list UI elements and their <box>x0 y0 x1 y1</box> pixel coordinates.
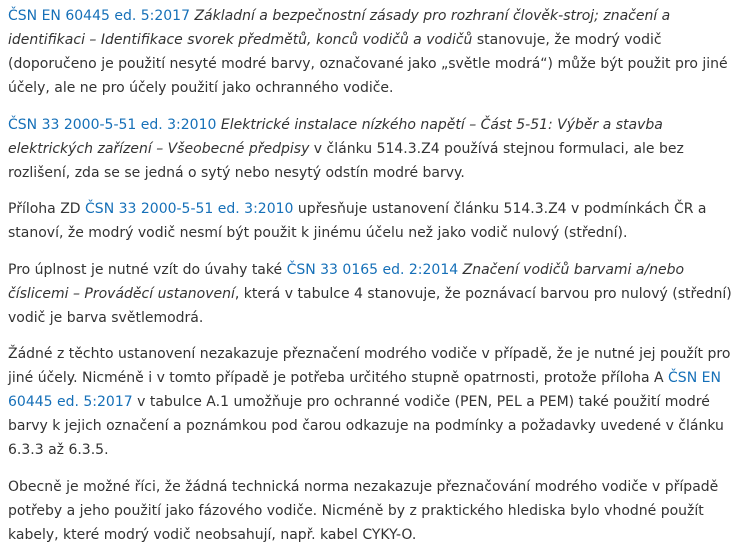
paragraph <box>8 113 744 185</box>
standard-link[interactable]: ČSN EN 60445 ed. 5:2017 <box>8 370 721 410</box>
paragraph-text: Pro úplnost je nutné vzít do úvahy také <box>8 261 287 278</box>
standard-link[interactable]: ČSN 33 2000-5-51 ed. 3:2010 <box>8 116 217 133</box>
paragraph-text: v článku 514.3.Z4 používá stejnou formulaci, ale bez rozlišení, zda se se jedná o sytý nebo nesytý odstín modré barvy. <box>8 140 684 181</box>
paragraph <box>8 258 744 330</box>
paragraph-text: Žádné z těchto ustanovení nezakazuje přeznačení modrého vodiče v případě, že je nutné jej použít pro jiné účely. Nicméně i v tomto případě je potřeba určitého stupně opatrnosti, protože příloha A <box>8 346 731 386</box>
paragraph-text: v tabulce A.1 umožňuje pro ochranné vodiče (PEN, PEL a PEM) také použití modré barvy k jejich označení a poznámkou pod čarou odkazuje na podmínky a požadavky uvedené v článku 6.3.3 až 6.3.5. <box>8 394 724 458</box>
paragraph <box>8 4 744 100</box>
standard-link[interactable]: ČSN 33 0165 ed. 2:2014 <box>286 261 459 278</box>
paragraph-text: Příloha ZD <box>8 201 86 217</box>
standard-link[interactable]: ČSN 33 2000-5-51 ed. 3:2010 <box>85 201 294 217</box>
paragraph <box>8 342 744 462</box>
paragraph-text: Obecně je možné říci, že žádná technická norma nezakazuje přeznačování modrého vodiče v případě potřeby a jeho použití jako fázového vodiče. Nicméně by z praktického hlediska bylo vhodné použít kabely, které modrý vodič neobsahují, např. kabel CYKY-O. <box>8 478 719 543</box>
paragraph-text: stanovuje, že modrý vodič (doporučeno je použití nesyté modré barvy, označované jako „světle modrá“) může být použit pro jiné účely, ale ne pro účely použití jako ochranného vodiče. <box>8 32 728 96</box>
standard-title: Základní a bezpečnostní zásady pro rozhraní člověk-stroj; značení a identifikaci – Identifikace svorek předmětů, konců vodičů a vodičů <box>8 8 671 48</box>
paragraph-text: upřesňuje ustanovení článku 514.3.Z4 v podmínkách ČR a stanoví, že modrý vodič nesmí být použit k jinému účelu než jako vodič nulový (střední). <box>8 201 707 241</box>
paragraph <box>8 475 744 547</box>
paragraph <box>8 197 744 245</box>
standard-title: Elektrické instalace nízkého napětí – Část 5-51: Výběr a stavba elektrických zařízení – Všeobecné předpisy <box>8 116 663 157</box>
standard-link[interactable]: ČSN EN 60445 ed. 5:2017 <box>8 8 190 24</box>
standard-title: Značení vodičů barvami a/nebo číslicemi – Prováděcí ustanovení <box>8 261 685 302</box>
paragraph-text: , která v tabulce 4 stanovuje, že poznávací barvou pro nulový (střední) vodič je barva světlemodrá. <box>8 285 732 326</box>
